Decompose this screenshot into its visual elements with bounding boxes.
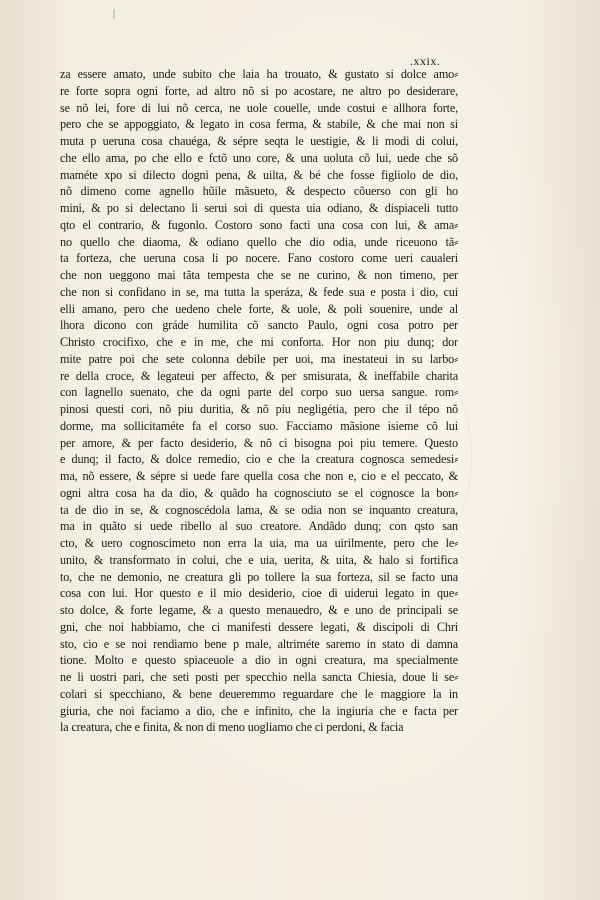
text-line: dorme, ma sollicitaméte fa el corso suo. Facciamo mãsione isieme cõ lui	[60, 418, 458, 433]
text-line: e dunq; il facto, & dolce remedio, cio e che la creatura cognosca semedesi⸗	[60, 452, 458, 467]
text-line: mini, & po si delectano li serui soi di questa uia odiano, & dispiaceli tutto	[60, 201, 458, 215]
text-line: ta de dio in se, & cognoscédola lama, & se odia non se inquanto creatura,	[60, 502, 458, 517]
text-line: sto dolce, & forte legame, & a questo menauedro, & e uno de principali se	[60, 603, 458, 617]
text-line: colari si specchiano, & bene deueremmo reguardare che le maggiore la in	[60, 686, 458, 701]
text-line: ta forteza, che ueruna cosa li po nocere. Fano costoro come ueri caualeri	[60, 251, 458, 266]
text-line: che non ueggono mai tãta tempesta che se ne curino, & non timeno, per	[60, 268, 458, 282]
text-line: pinosi questi cori, nõ piu duritia, & nõ piu negligétia, pero che il tépo nõ	[60, 402, 458, 416]
text-line: sto, cio e se noi rendiamo bene p male, altriméte saremo in stato di damna	[60, 636, 458, 651]
text-line: tione. Molto e questo spiaceuole a dio in ogni creatura, ma specialmente	[60, 653, 458, 668]
folio-number: .xxix.	[410, 54, 441, 68]
text-line: che non si confidano in se, ma tutta la speráza, & fede sua e posta i dio, cui	[60, 284, 458, 299]
text-line: qto el contrario, & fugonlo. Costoro sono facti una cosa con lui, & ama⸗	[60, 217, 458, 232]
text-line: unito, & transformato in colui, che e uia, uerita, & uita, & halo si fortifica	[60, 552, 458, 567]
text-line: gni, che noi habbiamo, che ci manifesti dessere legati, & discipoli di Chri	[60, 619, 458, 634]
text-line: ma, nõ essere, & sépre si uede fare quella cosa che non e, cio e el peccato, &	[60, 469, 458, 483]
text-block	[60, 66, 458, 736]
text-line: maméte xpo si dilecto dogni pena, & uilta, & bé che fosse figliolo de dio,	[60, 167, 458, 182]
text-line: re forte sopra ogni forte, ad altro nõ si po acostare, ne altro po desiderare,	[60, 83, 458, 98]
text-line: to, che ne demonio, ne creatura gli po tollere la sua forteza, sil se facto una	[60, 569, 458, 584]
text-line: ogni altra cosa ha da dio, & quãdo ha cognosciuto se el cognosce la bon⸗	[60, 485, 458, 500]
text-line: lhora dicono con gráde humilita cõ sancto Paulo, ogni cosa potro per	[60, 318, 458, 333]
text-line: che ello ama, po che ello e fctõ uno core, & una uoluta cõ lui, uede che sõ	[60, 150, 458, 165]
text-line: giuria, che noi faciamo a dio, che e infinito, che la ingiuria che e facta per	[60, 703, 458, 718]
text-line: cto, & uero cognoscimeto non erra la uia, ma ua uirilmente, pero che le⸗	[60, 536, 458, 550]
text-line: muta p ueruna cosa chauéga, & sépre seqta le uestigie, & li modi di colui,	[60, 134, 458, 148]
text-line: la creatura, che e finita, & non di meno uogliamo che ci perdoni, & facia	[60, 720, 404, 735]
text-line: re della croce, & legateui per affecto, & per smisurata, & ineffabile charita	[60, 368, 458, 383]
text-line: se nõ lei, fore di lui nõ cerca, ne uole couelle, unde costui e allhora forte,	[60, 100, 458, 115]
text-line: elli amano, pero che uedeno chele forte, & uole, & poli souenire, unde al	[60, 301, 458, 316]
text-line: ne li uostri pari, che seti posti per specchio nella sancta Chiesia, doue li se⸗	[60, 670, 458, 684]
text-line: nõ dimeno come agnello hũile mãsueto, & despecto cõuerso con gli ho	[60, 184, 458, 199]
text-line: mite patre poi che sete colonna debile per uoi, ma inestateui in su larbo⸗	[60, 351, 458, 366]
top-margin-mark: |	[113, 8, 116, 19]
text-line: no quello che diaoma, & odiano quello che dio odia, unde riceuono tã⸗	[60, 234, 458, 249]
text-line: cosa con lui. Hor questo e il mio desiderio, cioe di uiderui legato in que⸗	[60, 586, 458, 601]
text-line: per amore, & per facto desiderio, & nõ ci bisogna poi piu temere. Questo	[60, 435, 458, 450]
text-line: pero che se appoggiato, & legato in cosa ferma, & stabile, & che mai non si	[60, 117, 458, 132]
text-line: ma in quãto si uede ribello al suo creatore. Andãdo dunq; con qsto san	[60, 519, 458, 534]
text-line: con lagnello suenato, che da ogni parte del corpo suo uersa sangue. rom⸗	[60, 385, 458, 400]
text-line: Christo crocifixo, che e in me, che mi conforta. Hor non piu dunq; dor	[60, 335, 458, 349]
text-line: za essere amato, unde subito che laia ha trouato, & gustato si dolce amo⸗	[60, 67, 458, 81]
